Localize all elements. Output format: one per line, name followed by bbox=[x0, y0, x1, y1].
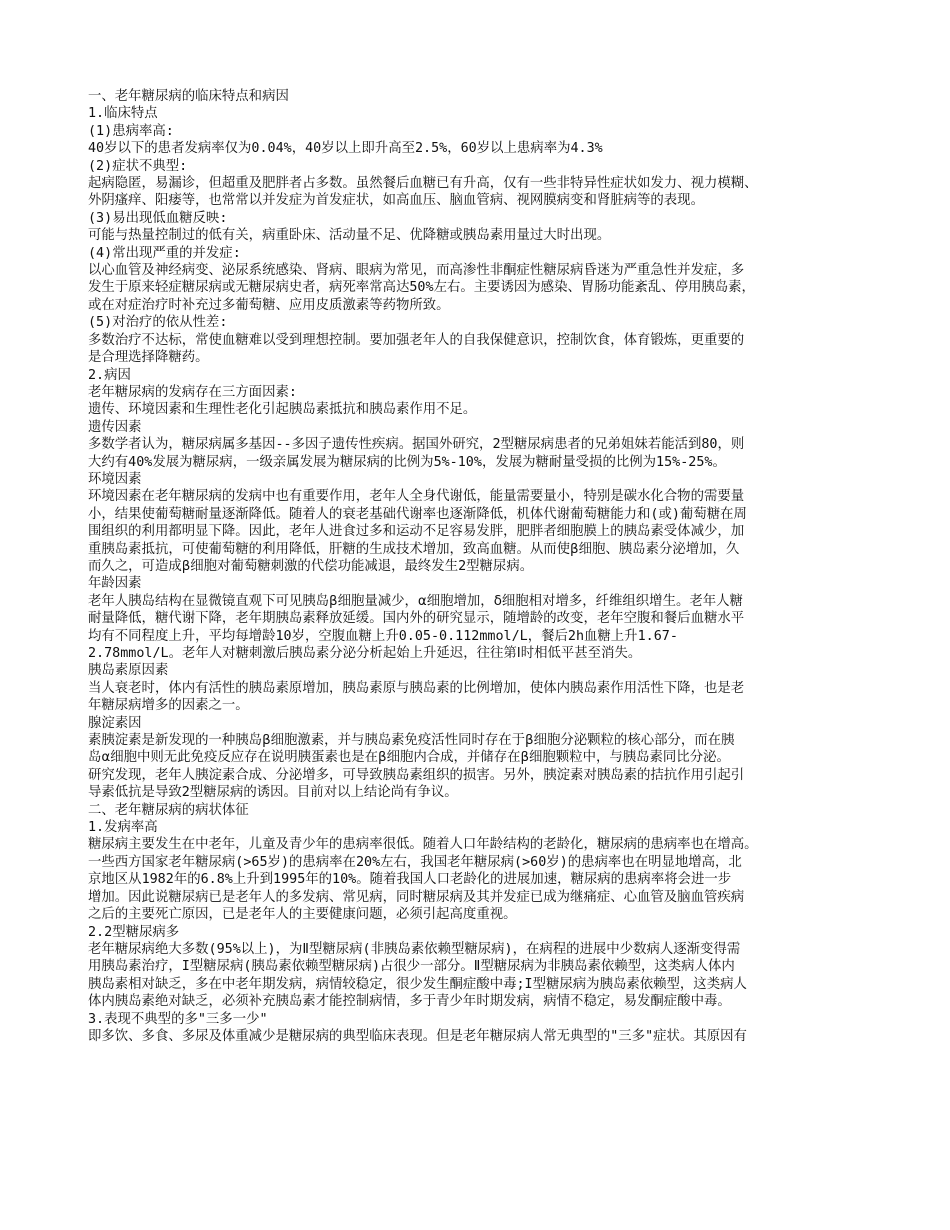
text-line: 体内胰岛素绝对缺乏，必须补充胰岛素才能控制病情，多于青少年时期发病，病情不稳定，易发酮症酸中毒。 bbox=[88, 994, 731, 1010]
text-line: 3.表现不典型的多"三多一少" bbox=[88, 1011, 268, 1027]
text-line: 当人衰老时，体内有活性的胰岛素原增加，胰岛素原与胰岛素的比例增加，使体内胰岛素作用活性下降，也是老 bbox=[88, 680, 745, 696]
text-line: 可能与热量控制过的低有关，病重卧床、活动量不足、优降糖或胰岛素用量过大时出现。 bbox=[88, 228, 611, 244]
text-line: 年龄因素 bbox=[88, 576, 142, 592]
text-line: 大约有40%发展为糖尿病，一级亲属发展为糖尿病的比例为5%-10%，发展为糖耐量受损的比例为15%-25%。 bbox=[88, 454, 726, 470]
text-line: 之后的主要死亡原因，已是老年人的主要健康问题，必须引起高度重视。 bbox=[88, 907, 517, 923]
text-line: 40岁以下的患者发病率仅为0.04%，40岁以上即升高至2.5%，60岁以上患病率为4.3% bbox=[88, 141, 603, 157]
text-line: 用胰岛素治疗，I型糖尿病(胰岛素依赖型糖尿病)占很少一部分。Ⅱ型糖尿病为非胰岛素依赖型，这类病人体内 bbox=[88, 959, 735, 975]
text-line: 遗传、环境因素和生理性老化引起胰岛素抵抗和胰岛素作用不足。 bbox=[88, 402, 477, 418]
text-line: 老年糖尿病绝大多数(95%以上)，为Ⅱ型糖尿病(非胰岛素依赖型糖尿病)，在病程的进展中少数病人逐渐变得需 bbox=[88, 941, 741, 957]
text-line: 京地区从1982年的6.8%上升到1995年的10%。随着我国人口老龄化的进展加速，糖尿病的患病率将会进一步 bbox=[88, 872, 732, 888]
text-line: 以心血管及神经病变、泌尿系统感染、肾病、眼病为常见，而高渗性非酮症性糖尿病昏迷为严重急性并发症，多 bbox=[88, 263, 745, 279]
text-line: (5)对治疗的依从性差: bbox=[88, 315, 228, 331]
text-line: 多数治疗不达标，常使血糖难以受到理想控制。要加强老年人的自我保健意识，控制饮食，体育锻炼，更重要的 bbox=[88, 332, 745, 348]
text-line: (1)患病率高: bbox=[88, 123, 174, 139]
text-line: 腺淀素因 bbox=[88, 715, 142, 731]
text-line: 耐量降低，糖代谢下降，老年期胰岛素释放延缓。国内外的研究显示，随增龄的改变，老年空腹和餐后血糖水平 bbox=[88, 611, 745, 627]
text-line: 素胰淀素是新发现的一种胰岛β细胞激素，并与胰岛素免疫活性同时存在于β细胞分泌颗粒的核心部分，而在胰 bbox=[88, 733, 735, 749]
text-line: 老年糖尿病的发病存在三方面因素: bbox=[88, 384, 297, 400]
text-line: 环境因素在老年糖尿病的发病中也有重要作用，老年人全身代谢低，能量需要量小，特别是碳水化合物的需要量 bbox=[88, 489, 745, 505]
text-line: 1.临床特点 bbox=[88, 106, 158, 122]
text-line: 糖尿病主要发生在中老年，儿童及青少年的患病率很低。随着人口年龄结构的老龄化，糖尿病的患病率也在增高。 bbox=[88, 837, 758, 853]
text-line: 均有不同程度上升，平均每增龄10岁，空腹血糖上升0.05-0.112mmol/L，餐后2h血糖上升1.67- bbox=[88, 628, 678, 644]
text-line: 2.病因 bbox=[88, 367, 131, 383]
text-line: 多数学者认为，糖尿病属多基因--多因子遗传性疾病。据国外研究，2型糖尿病患者的兄弟姐妹若能活到80，则 bbox=[88, 437, 745, 453]
text-line: 胰岛素原因素 bbox=[88, 663, 169, 679]
text-line: 遗传因素 bbox=[88, 419, 142, 435]
text-line: 重胰岛素抵抗，可使葡萄糖的利用降低，肝糖的生成技术增加，致高血糖。从而使β细胞、胰岛素分泌增加，久 bbox=[88, 541, 740, 557]
text-line: 1.发病率高 bbox=[88, 820, 158, 836]
text-line: 发生于原来轻症糖尿病或无糖尿病史者，病死率常高达50%左右。主要诱因为感染、胃肠功能紊乱、停用胰岛素， bbox=[88, 280, 755, 296]
text-line: 小，结果使葡萄糖耐量逐渐降低。随着人的衰老基础代谢率也逐渐降低，机体代谢葡萄糖能力和(或)葡萄糖在周 bbox=[88, 506, 747, 522]
text-line: 起病隐匿，易漏诊，但超重及肥胖者占多数。虽然餐后血糖已有升高，仅有一些非特异性症状如发力、视力模糊、 bbox=[88, 176, 758, 192]
text-line: 是合理选择降糖药。 bbox=[88, 350, 209, 366]
text-line: 二、老年糖尿病的病状体征 bbox=[88, 802, 249, 818]
text-line: 2.78mmol/L。老年人对糖刺激后胰岛素分泌分析起始上升延迟，往往第Ⅰ时相低平甚至消失。 bbox=[88, 646, 642, 661]
text-line: 而久之，可造成β细胞对葡萄糖刺激的代偿功能减退，最终发生2型糖尿病。 bbox=[88, 558, 534, 574]
text-line: (2)症状不典型: bbox=[88, 158, 188, 174]
text-line: 围组织的利用都明显下降。因此，老年人进食过多和运动不足容易发胖，肥胖者细胞膜上的胰岛素受体减少，加 bbox=[88, 524, 745, 540]
text-line: 老年人胰岛结构在显微镜直观下可见胰岛β细胞量减少，α细胞增加，δ细胞相对增多，纤维组织增生。老年人糖 bbox=[88, 593, 743, 609]
text-line: 外阴瘙痒、阳痿等，也常常以并发症为首发症状，如高血压、脑血管病、视网膜病变和肾脏病等的表现。 bbox=[88, 193, 704, 209]
text-line: 即多饮、多食、多尿及体重减少是糖尿病的典型临床表现。但是老年糖尿病人常无典型的"三多"症状。其原因有 bbox=[88, 1028, 747, 1044]
text-line: 增加。因此说糖尿病已是老年人的多发病、常见病，同时糖尿病及其并发症已成为继痛症、心血管及脑血管疾病 bbox=[88, 889, 745, 905]
text-line: (4)常出现严重的并发症: bbox=[88, 245, 241, 261]
text-line: 环境因素 bbox=[88, 471, 142, 487]
text-line: 2.2型糖尿病多 bbox=[88, 924, 180, 940]
text-line: 岛α细胞中则无此免疫反应存在说明胰蛋素也是在β细胞内合成，并储存在β细胞颗粒中，与胰岛素同比分泌。 bbox=[88, 750, 730, 766]
text-line: 一些西方国家老年糖尿病(>65岁)的患病率在20%左右，我国老年糖尿病(>60岁)的患病率也在明显地增高，北 bbox=[88, 854, 742, 870]
text-line: 或在对症治疗时补充过多葡萄糖、应用皮质激素等药物所致。 bbox=[88, 297, 450, 313]
text-line: 年糖尿病增多的因素之一。 bbox=[88, 698, 249, 714]
text-line: 导素低抗是导致2型糖尿病的诱因。目前对以上结论尚有争议。 bbox=[88, 785, 458, 801]
document-body bbox=[88, 88, 866, 1045]
text-line: 胰岛素相对缺乏，多在中老年期发病，病情较稳定，很少发生酮症酸中毒;I型糖尿病为胰岛素依赖型，这类病人 bbox=[88, 976, 747, 992]
text-line: (3)易出现低血糖反映: bbox=[88, 210, 228, 226]
text-line: 一、老年糖尿病的临床特点和病因 bbox=[88, 89, 289, 104]
text-line: 研究发现，老年人胰淀素合成、分泌增多，可导致胰岛素组织的损害。另外，胰淀素对胰岛素的拮抗作用引起引 bbox=[88, 767, 745, 783]
